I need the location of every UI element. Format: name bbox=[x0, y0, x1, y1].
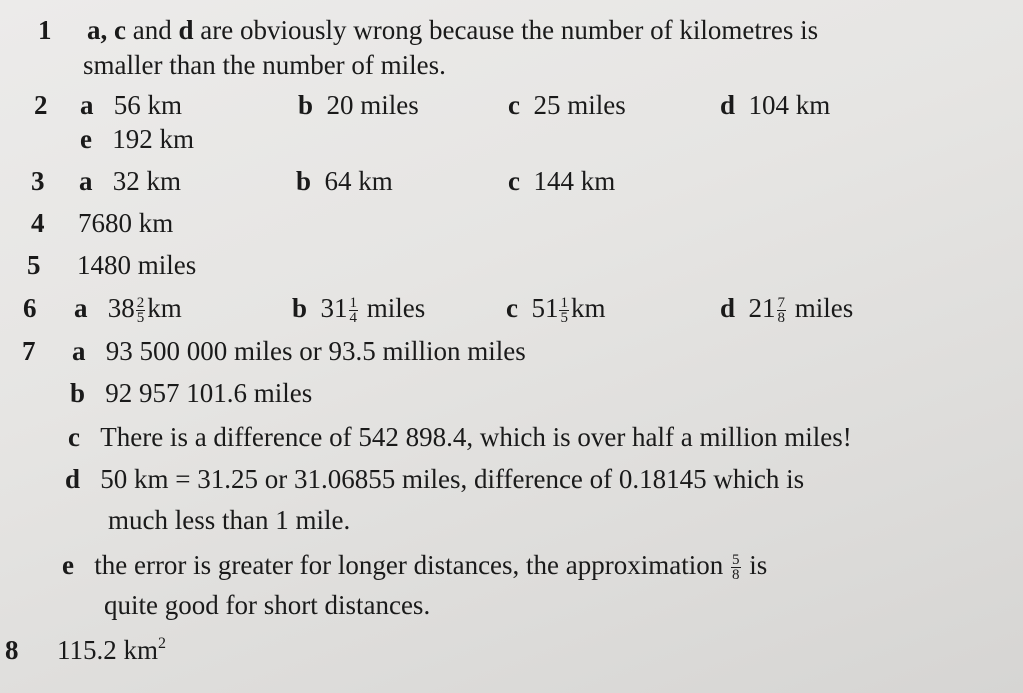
q1-d: d bbox=[178, 15, 194, 45]
q6-b-fraction: $\frac{1}{4}$ bbox=[349, 295, 358, 327]
q2-b: b 20 miles bbox=[298, 90, 419, 120]
q5-value: 1480 miles bbox=[77, 250, 197, 280]
q1-letters: a, c bbox=[87, 15, 126, 45]
q6-number: 6 bbox=[23, 293, 37, 323]
q3-c: c 144 km bbox=[508, 166, 616, 196]
q7-d-line2: much less than 1 mile. bbox=[108, 505, 351, 535]
q6-c-fraction: $\frac{1}{5}$ bbox=[560, 295, 568, 327]
q8-value: 115.2 $km^2$ bbox=[57, 635, 166, 665]
q7-e-fraction: $\frac{5}{8}$ bbox=[732, 552, 740, 584]
q7-d-line1: d 50 km = 31.25 or 31.06855 miles, difference of 0.18145 which is bbox=[65, 464, 805, 494]
q7-c: c There is a difference of 542 898.4, which is over half a million miles! bbox=[68, 422, 852, 452]
q2-number: 2 bbox=[34, 90, 48, 120]
q4-value: 7680 km bbox=[78, 208, 174, 238]
q1-number: 1 bbox=[38, 15, 52, 45]
q7-e-line1: e the error is greater for longer distances, the approximation $\frac{5}{8}$ is bbox=[62, 550, 768, 584]
q1-line1 bbox=[38, 13, 818, 47]
q7-number: 7 bbox=[22, 336, 36, 366]
q3-a: a 32 km bbox=[79, 166, 182, 196]
q2-a: a 56 km bbox=[80, 90, 183, 120]
q6-d: d 21 $\frac{7}{8}$ miles bbox=[720, 293, 854, 327]
q6-a: a 38 $\frac{2}{5}$ km bbox=[74, 293, 182, 327]
q3-b: b 64 km bbox=[296, 166, 393, 196]
q7-a: a 93 500 000 miles or 93.5 million miles bbox=[72, 336, 526, 366]
q7-e-line2: quite good for short distances. bbox=[104, 590, 431, 620]
q2-d: d 104 km bbox=[720, 90, 831, 120]
q8-exponent: 2 bbox=[158, 635, 166, 652]
q3-number: 3 bbox=[31, 166, 45, 196]
q1-text: are obviously wrong because the number of kilometres is bbox=[200, 15, 819, 45]
q6-d-fraction: $\frac{7}{8}$ bbox=[777, 295, 786, 327]
q8-number: 8 bbox=[5, 635, 19, 665]
q6-c: c 51 $\frac{1}{5}$ km bbox=[506, 293, 606, 327]
q1-and: and bbox=[132, 15, 172, 45]
q1-line2: smaller than the number of miles. bbox=[83, 50, 446, 80]
q6-b: b 31 $\frac{1}{4}$ miles bbox=[292, 293, 426, 327]
q2-c: c 25 miles bbox=[508, 90, 626, 120]
q2-e: e 192 km bbox=[80, 124, 194, 154]
q5-number: 5 bbox=[27, 250, 41, 280]
q6-a-fraction: $\frac{2}{5}$ bbox=[136, 295, 145, 327]
q4-number: 4 bbox=[31, 208, 45, 238]
q7-b: b 92 957 101.6 miles bbox=[70, 378, 313, 408]
